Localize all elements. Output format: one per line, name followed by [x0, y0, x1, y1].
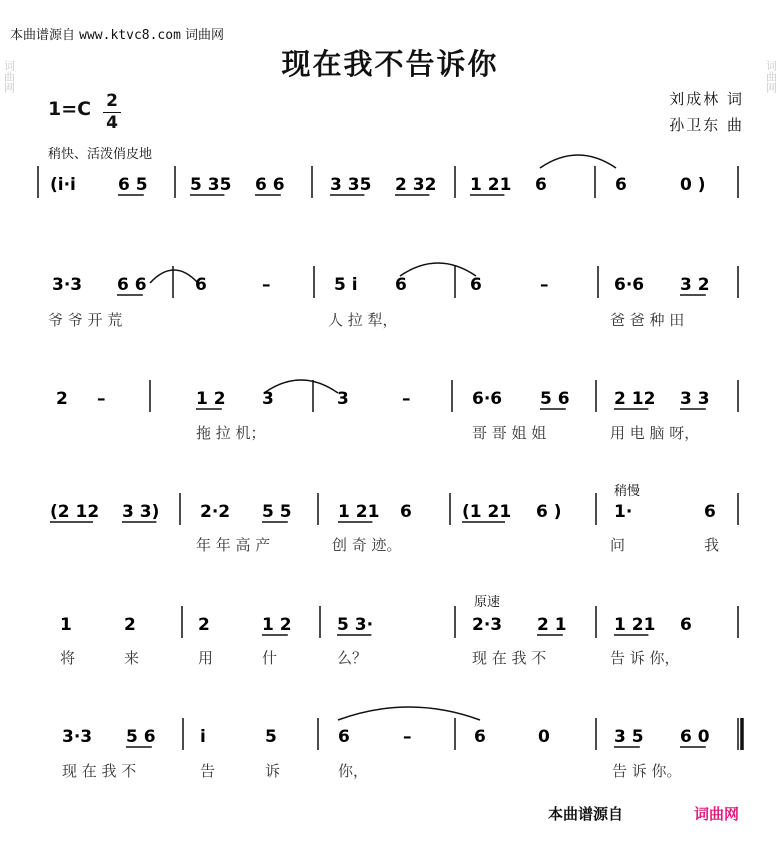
note-group: –: [540, 275, 549, 295]
header-site2: 词曲网: [185, 28, 225, 43]
note-group: 3·3: [52, 275, 83, 295]
tie-curve: [540, 155, 616, 168]
lyric-text: 将: [60, 649, 76, 667]
tempo-start: 稍快、活泼俏皮地: [48, 147, 153, 162]
note-group: 6 6: [255, 175, 285, 195]
note-group: 6 0: [680, 727, 710, 747]
time-top: 2: [106, 91, 118, 111]
lyric-text: 你，: [338, 762, 369, 780]
note-group: 6: [680, 615, 692, 635]
note-group: 5: [265, 727, 277, 747]
note-group: 0 ): [680, 175, 706, 195]
lyric-text: 爷 爷 开 荒: [48, 311, 123, 329]
note-group: (1 21: [462, 502, 512, 522]
note-group: 2·3: [472, 615, 503, 635]
score-lyrics: [48, 311, 719, 780]
composer: 孙卫东 曲: [669, 116, 744, 134]
note-group: 6·6: [614, 275, 645, 295]
lyric-text: 爸 爸 种 田: [610, 311, 685, 329]
note-group: 1 21: [614, 615, 656, 635]
note-group: 6: [338, 727, 350, 747]
lyric-text: 来: [124, 649, 140, 667]
note-group: 6 5: [118, 175, 148, 195]
note-group: 2·2: [200, 502, 231, 522]
note-group: –: [262, 275, 271, 295]
note-group: 6: [474, 727, 486, 747]
note-group: 6: [704, 502, 716, 522]
footer-brand[interactable]: 词曲网: [694, 805, 740, 823]
lyric-text: 哥 哥 姐 姐: [472, 424, 547, 442]
note-group: 1 2: [262, 615, 292, 635]
note-group: 5 3·: [337, 615, 374, 635]
note-group: –: [402, 389, 411, 409]
note-group: 6: [400, 502, 412, 522]
song-title: 现在我不告诉你: [281, 47, 499, 81]
key-signature: 1=C: [48, 98, 92, 120]
tie-curve: [150, 270, 198, 283]
note-group: 3·3: [62, 727, 93, 747]
note-group: (2 12: [50, 502, 100, 522]
header-url[interactable]: www.ktvc8.com: [79, 28, 181, 43]
lyric-text: 我: [704, 536, 720, 554]
lyricist: 刘成林 词: [669, 90, 744, 108]
note-group: 5 6: [126, 727, 156, 747]
tie-curve: [264, 380, 338, 393]
lyric-text: 用 电 脑 呀，: [610, 424, 700, 442]
note-group: 2 32: [395, 175, 437, 195]
note-group: 3 2: [680, 275, 710, 295]
tie-curve: [400, 263, 476, 276]
header-site: 本曲谱源自: [10, 28, 76, 43]
lyric-text: 么？: [337, 649, 368, 667]
note-group: 1 2: [196, 389, 226, 409]
lyric-text: 现 在 我 不: [472, 649, 547, 667]
note-group: 5 5: [262, 502, 292, 522]
note-group: 6: [195, 275, 207, 295]
watermark-text: 词曲网: [764, 60, 778, 93]
lyric-text: 问: [610, 536, 626, 554]
note-group: 1 21: [470, 175, 512, 195]
tempo-resume: 原速: [474, 595, 501, 610]
lyric-text: 拖 拉 机；: [196, 424, 266, 442]
note-group: 6: [535, 175, 547, 195]
note-group: 6: [615, 175, 627, 195]
lyric-text: 用: [198, 649, 214, 667]
note-group: 3: [262, 389, 274, 409]
note-group: 2: [198, 615, 210, 635]
note-group: i: [200, 727, 206, 747]
lyric-text: 年 年 高 产: [196, 536, 271, 554]
note-group: –: [403, 727, 412, 747]
note-group: 0: [538, 727, 550, 747]
lyric-text: 告: [200, 762, 216, 780]
watermark-text: 词曲网: [2, 60, 16, 93]
note-group: 2: [124, 615, 136, 635]
note-group: 1 21: [338, 502, 380, 522]
note-group: 1: [60, 615, 72, 635]
lyric-text: 什: [262, 649, 278, 667]
note-group: 6: [395, 275, 407, 295]
note-group: 1·: [614, 502, 633, 522]
lyric-text: 人 拉 犁，: [328, 311, 398, 329]
note-group: (i·i̇: [50, 175, 76, 195]
note-group: 2 12: [614, 389, 656, 409]
note-group: –: [97, 389, 106, 409]
note-group: 6 6: [117, 275, 147, 295]
tie-curve: [338, 707, 480, 720]
note-group: 3 3): [122, 502, 160, 522]
lyric-text: 告 诉 你。: [612, 762, 682, 780]
note-group: 3: [337, 389, 349, 409]
note-group: 3 3: [680, 389, 710, 409]
note-group: 6 ): [536, 502, 562, 522]
note-group: 6: [470, 275, 482, 295]
footer-source: 本曲谱源自: [548, 805, 624, 823]
note-group: 2 1: [537, 615, 567, 635]
tempo-slow: 稍慢: [614, 484, 641, 499]
note-group: 6·6: [472, 389, 503, 409]
note-group: 3 5: [614, 727, 644, 747]
time-bottom: 4: [106, 113, 118, 133]
note-group: 5 i: [334, 275, 358, 295]
note-group: 2: [56, 389, 68, 409]
lyric-text: 创 奇 迹。: [332, 536, 402, 554]
lyric-text: 现 在 我 不: [62, 762, 137, 780]
note-group: 5 6: [540, 389, 570, 409]
lyric-text: 诉: [265, 762, 281, 780]
lyric-text: 告 诉 你，: [610, 649, 680, 667]
note-group: 5 35: [190, 175, 232, 195]
note-group: 3 35: [330, 175, 372, 195]
